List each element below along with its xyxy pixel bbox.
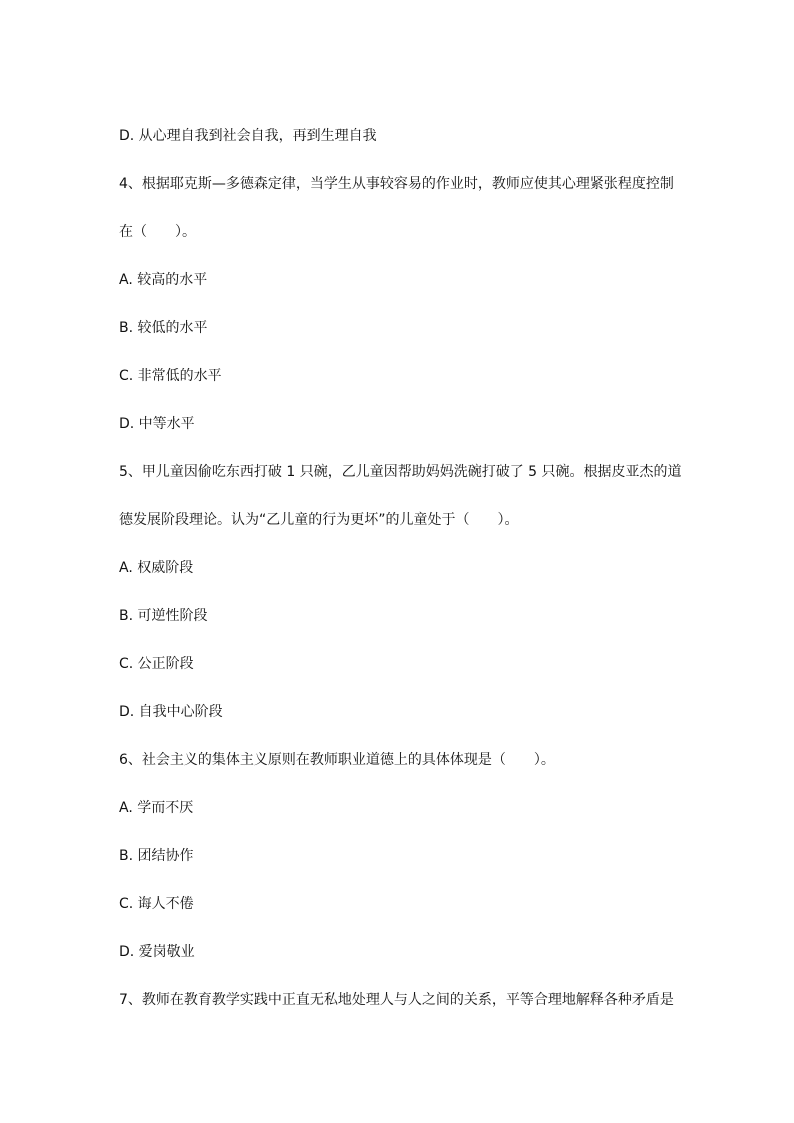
option-a-q4: A. 较高的水平 xyxy=(119,272,208,288)
option-d-q4: D. 中等水平 xyxy=(119,416,195,432)
option-d-q5: D. 自我中心阶段 xyxy=(119,704,223,720)
question-7-line-1: 7、教师在教育教学实践中正直无私地处理人与人之间的关系，平等合理地解释各种矛盾是 xyxy=(119,992,674,1008)
option-a-q6: A. 学而不厌 xyxy=(119,800,194,816)
question-5-line-2: 德发展阶段理论。认为“乙儿童的行为更坏”的儿童处于（ ）。 xyxy=(119,512,519,528)
option-a-q5: A. 权威阶段 xyxy=(119,560,194,576)
question-4-line-2: 在（ ）。 xyxy=(119,224,196,240)
option-c-q4: C. 非常低的水平 xyxy=(119,368,222,384)
option-b-q4: B. 较低的水平 xyxy=(119,320,208,336)
question-5-line-1: 5、甲儿童因偷吃东西打破 1 只碗，乙儿童因帮助妈妈洗碗打破了 5 只碗。根据皮亚杰的道 xyxy=(119,464,682,480)
option-d-q6: D. 爱岗敬业 xyxy=(119,944,195,960)
option-b-q6: B. 团结协作 xyxy=(119,848,194,864)
option-d-q3: D. 从心理自我到社会自我，再到生理自我 xyxy=(119,128,377,144)
option-b-q5: B. 可逆性阶段 xyxy=(119,608,208,624)
question-4-line-1: 4、根据耶克斯—多德森定律，当学生从事较容易的作业时，教师应使其心理紧张程度控制 xyxy=(119,176,674,192)
question-6: 6、社会主义的集体主义原则在教师职业道德上的具体体现是（ ）。 xyxy=(119,752,555,768)
option-c-q5: C. 公正阶段 xyxy=(119,656,194,672)
option-c-q6: C. 诲人不倦 xyxy=(119,896,194,912)
